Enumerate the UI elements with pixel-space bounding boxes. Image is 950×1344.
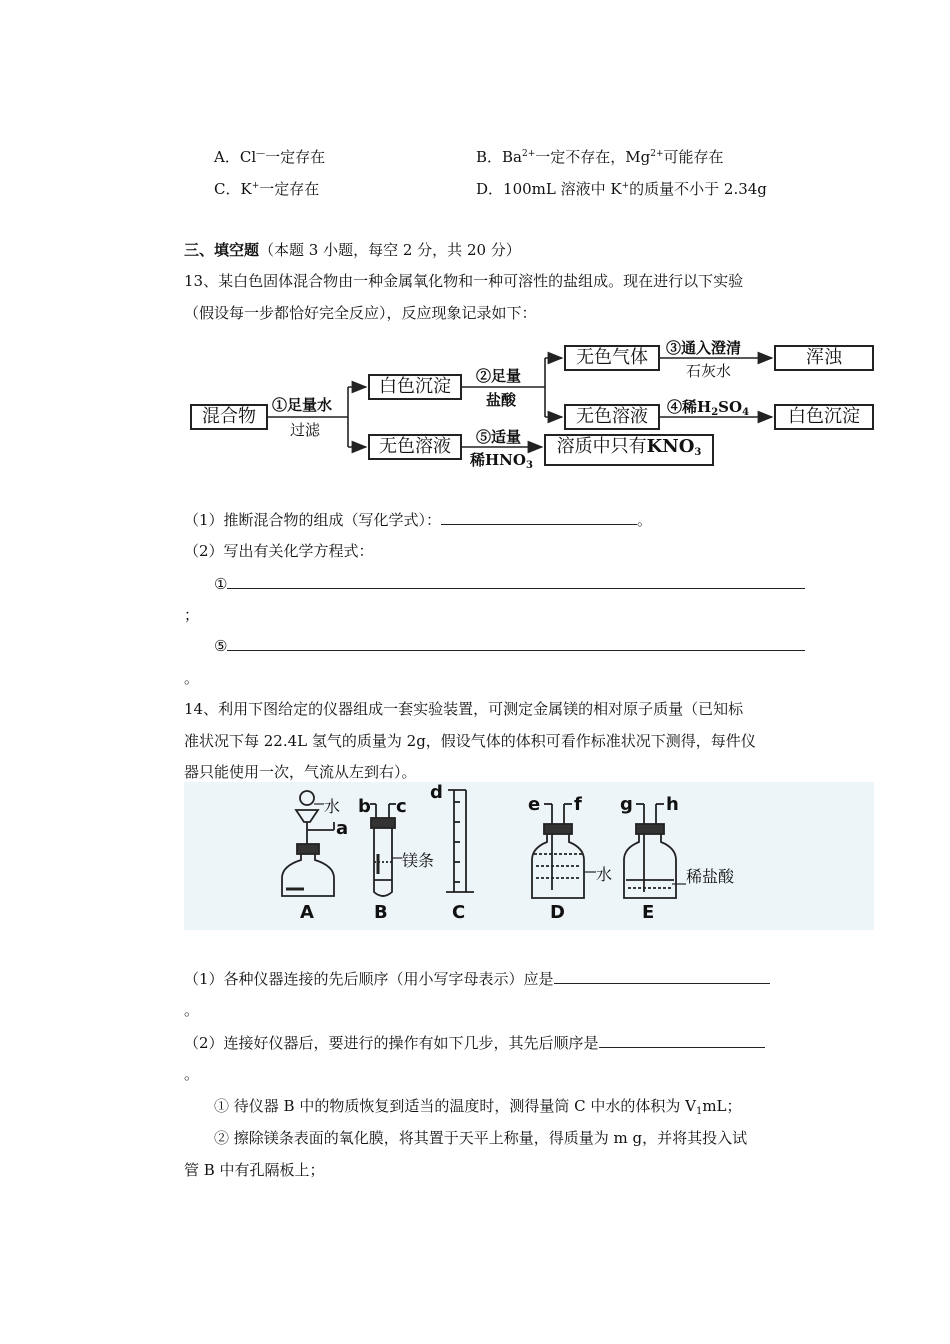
choice-d-letter: D． [476, 180, 504, 198]
label-water-A: 水 [324, 797, 341, 816]
q13-equation-blank-5[interactable] [227, 634, 805, 651]
choice-a-text: 一定存在 [265, 148, 326, 166]
solute-pre: 溶质中只有 [556, 436, 647, 457]
choice-b-mid: 一定不存在，Mg [535, 148, 651, 166]
q13-answer-blank-1[interactable] [441, 508, 637, 525]
q14-part2 [184, 1031, 765, 1053]
label-E: E [642, 902, 655, 923]
q13-eq1-label: ① [214, 575, 228, 593]
q13-part1 [184, 508, 652, 530]
q14-line3: 器只能使用一次，气流从左到右）。 [184, 763, 417, 781]
q13-equation-blank-1[interactable] [227, 572, 805, 589]
choice-c-text: 一定存在 [259, 180, 320, 198]
choice-c-charge: + [251, 181, 260, 191]
q14-step1 [214, 1095, 742, 1117]
apparatus-figure [184, 782, 874, 930]
q14-part2-text: （2）连接好仪器后，要进行的操作有如下几步，其先后顺序是 [184, 1034, 599, 1052]
step3-sublabel: 石灰水 [686, 362, 732, 380]
q13-part2: （2）写出有关化学方程式： [184, 542, 374, 560]
step1-label: ①足量水 [272, 396, 333, 414]
label-c: c [396, 796, 407, 817]
label-dilute-hcl: 稀盐酸 [686, 867, 735, 886]
choice-a-charge: — [256, 149, 266, 159]
box-mixture: 混合物 [190, 404, 268, 430]
label-b: b [358, 796, 371, 817]
step4-label [667, 396, 749, 418]
choice-b-text: 可能存在 [663, 148, 724, 166]
q14-step1-sub: 1 [695, 1106, 703, 1117]
step5-pre: 稀HNO [470, 451, 526, 469]
box-white-ppt-1: 白色沉淀 [368, 374, 462, 400]
q13-eq1-end: ； [184, 606, 200, 624]
q14-line1: 14、利用下图给定的仪器组成一套实验装置，可测定金属镁的相对原子质量（已知标 [184, 700, 744, 718]
funnel-top [300, 791, 314, 805]
step4-mid: SO [718, 398, 743, 416]
box-solute-kno3 [544, 434, 714, 466]
step5-label: ⑤适量 [476, 428, 522, 446]
box-turbid: 浑浊 [774, 345, 874, 371]
solute-sub: 3 [694, 447, 702, 458]
step5-sublabel [470, 449, 533, 471]
label-h: h [666, 794, 679, 815]
choice-a-ion: Cl [239, 148, 257, 166]
label-d: d [430, 782, 443, 803]
label-C: C [452, 902, 466, 923]
q14-part2-end: 。 [184, 1065, 200, 1083]
choice-c-letter: C． [214, 180, 241, 198]
box-colorless-gas: 无色气体 [564, 345, 660, 371]
step4-sub2: 4 [742, 407, 750, 418]
q14-step2-line2: 管 B 中有孔隔板上； [184, 1161, 325, 1179]
step1-sublabel: 过滤 [290, 421, 321, 439]
choice-d-text: 的质量不小于 2.34g [629, 180, 767, 198]
label-e: e [528, 794, 541, 815]
label-a: a [336, 818, 349, 839]
label-f: f [574, 794, 582, 815]
label-B: B [374, 902, 388, 923]
q13-eq1 [214, 572, 805, 593]
box-colorless-solution-1: 无色溶液 [564, 404, 660, 430]
step2-label: ②足量 [476, 367, 522, 385]
section3-note: （本题 3 小题，每空 2 分，共 20 分） [259, 241, 521, 259]
label-water-D: 水 [596, 865, 613, 884]
box-colorless-solution-2: 无色溶液 [368, 434, 462, 460]
choice-d-charge: + [621, 181, 630, 191]
choice-b-ion1: Ba [502, 148, 522, 166]
q14-part1-end: 。 [184, 1001, 200, 1019]
q14-part1-text: （1）各种仪器连接的先后顺序（用小写字母表示）应是 [184, 970, 554, 988]
q14-step1-text: ① 待仪器 B 中的物质恢复到适当的温度时，测得量筒 C 中水的体积为 V [214, 1097, 696, 1115]
choice-b-charge1: 2+ [522, 149, 536, 159]
label-mg-strip: 镁条 [402, 851, 435, 870]
choice-c-ion: K [240, 180, 252, 198]
q13-line2: （假设每一步都恰好完全反应），反应现象记录如下： [184, 304, 537, 322]
q13-eq5-end: 。 [184, 669, 200, 687]
q13-eq5 [214, 634, 805, 655]
q13-part1-end: 。 [637, 511, 653, 529]
q14-step1-post: mL； [702, 1097, 742, 1115]
flowchart [0, 0, 950, 480]
q13-part1-text: （1）推断混合物的组成（写化学式）： [184, 511, 442, 529]
q14-step2-line1: ② 擦除镁条表面的氧化膜，将其置于天平上称量，得质量为 m g，并将其投入试 [214, 1129, 748, 1147]
q13-eq5-label: ⑤ [214, 637, 228, 655]
choice-d-pre: 100mL 溶液中 K [503, 180, 622, 198]
box-white-ppt-2: 白色沉淀 [774, 404, 874, 430]
label-D: D [550, 902, 565, 923]
step2-sublabel: 盐酸 [486, 391, 517, 409]
step3-label: ③通入澄清 [666, 339, 742, 357]
label-g: g [620, 794, 633, 815]
q13-line1: 13、某白色固体混合物由一种金属氧化物和一种可溶性的盐组成。现在进行以下实验 [184, 272, 744, 290]
q14-answer-blank-1[interactable] [554, 967, 770, 984]
q14-line2: 准状况下每 22.4L 氢气的质量为 2g，假设气体的体积可看作标准状况下测得，每件仪 [184, 732, 756, 750]
step4-pre: ④稀H [667, 398, 712, 416]
choice-b-letter: B． [476, 148, 503, 166]
section3-heading: 三、填空题 [184, 241, 260, 259]
q14-part1 [184, 967, 770, 989]
label-A: A [300, 902, 314, 923]
q14-answer-blank-2[interactable] [599, 1031, 765, 1048]
choice-b-charge2: 2+ [650, 149, 664, 159]
choice-a-letter: A． [214, 148, 240, 166]
solute-formula: KNO [646, 436, 695, 457]
step4-sub1: 2 [711, 407, 719, 418]
step5-sub: 3 [525, 460, 533, 471]
